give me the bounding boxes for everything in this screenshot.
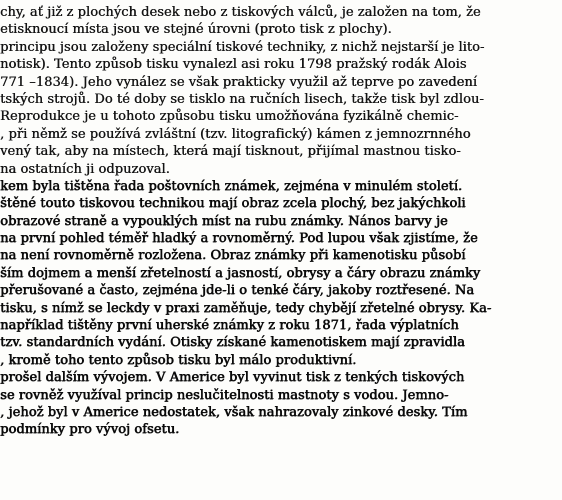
text-line: například tištěny první uherské známky z roku 1871, řada výplatních <box>0 318 459 334</box>
text-line: se rovněž využíval princip neslučitelnosti mastnoty s vodou. Jemno- <box>0 387 449 403</box>
text-line: ším dojmem a menší zřetelností a jasností, obrysy a čáry obrazu známky <box>0 265 481 281</box>
text-line: chy, ať již z plochých desek nebo z tiskových válců, je založen na tom, že <box>0 5 481 20</box>
text-line: na první pohled téměř hladký a rovnoměrný. Pod lupou však zjistíme, že <box>0 231 478 247</box>
text-line: prošel dalším vývojem. V Americe byl vyvinut tisk z tenkých tiskových <box>0 370 465 386</box>
text-line: vený tak, aby na místech, která mají tisknout, přijímal mastnou tisko- <box>0 144 461 160</box>
text-line: notisk). Tento způsob tisku vynalezl asi roku 1798 pražský rodák Alois <box>0 57 467 73</box>
text-line: obrazové straně a vypouklých míst na rubu známky. Nános barvy je <box>0 213 448 229</box>
text-body <box>0 4 560 439</box>
text-line: Reprodukce je u tohoto způsobu tisku umožňována fyzikálně chemic- <box>0 109 459 125</box>
text-line: , při němž se používá zvláštní (tzv. litografický) kámen z jemnozrnného <box>0 126 471 142</box>
text-line: na není rovnoměrně rozložena. Obraz známky při kamenotisku působí <box>0 248 466 264</box>
text-line: na ostatních ji odpuzoval. <box>0 161 170 177</box>
text-line: kem byla tištěna řada poštovních známek, zejména v minulém století. <box>0 178 463 194</box>
text-block-dark <box>0 178 560 439</box>
text-line: , jehož byl v Americe nedostatek, však nahrazovaly zinkové desky. Tím <box>0 404 468 420</box>
text-line: podmínky pro vývoj ofsetu. <box>0 422 180 438</box>
text-line: principu jsou založeny speciální tiskové techniky, z nichž nejstarší je lito- <box>0 39 485 55</box>
text-line: etisknoucí místa jsou ve stejné úrovni (proto tisk z plochy). <box>0 22 392 38</box>
text-line: , kromě toho tento způsob tisku byl málo produktivní. <box>0 352 357 368</box>
text-line: štěné touto tiskovou technikou mají obraz zcela plochý, bez jakýchkoli <box>0 196 466 212</box>
text-line: tských strojů. Do té doby se tisklo na ručních lisech, takže tisk byl zdlou- <box>0 91 484 107</box>
text-line: tzv. standardních vydání. Otisky získané kamenotiskem mají zpravidla <box>0 335 465 351</box>
text-line: 771 –1834). Jeho vynález se však prakticky využil až teprve po zavedení <box>0 74 477 90</box>
text-line: přerušované a často, zejména jde-li o tenké čáry, jakoby roztřesené. Na <box>0 283 474 299</box>
text-line: tisku, s nímž se leckdy v praxi zaměňuje, tedy chybějí zřetelné obrysy. Ka- <box>0 300 492 316</box>
